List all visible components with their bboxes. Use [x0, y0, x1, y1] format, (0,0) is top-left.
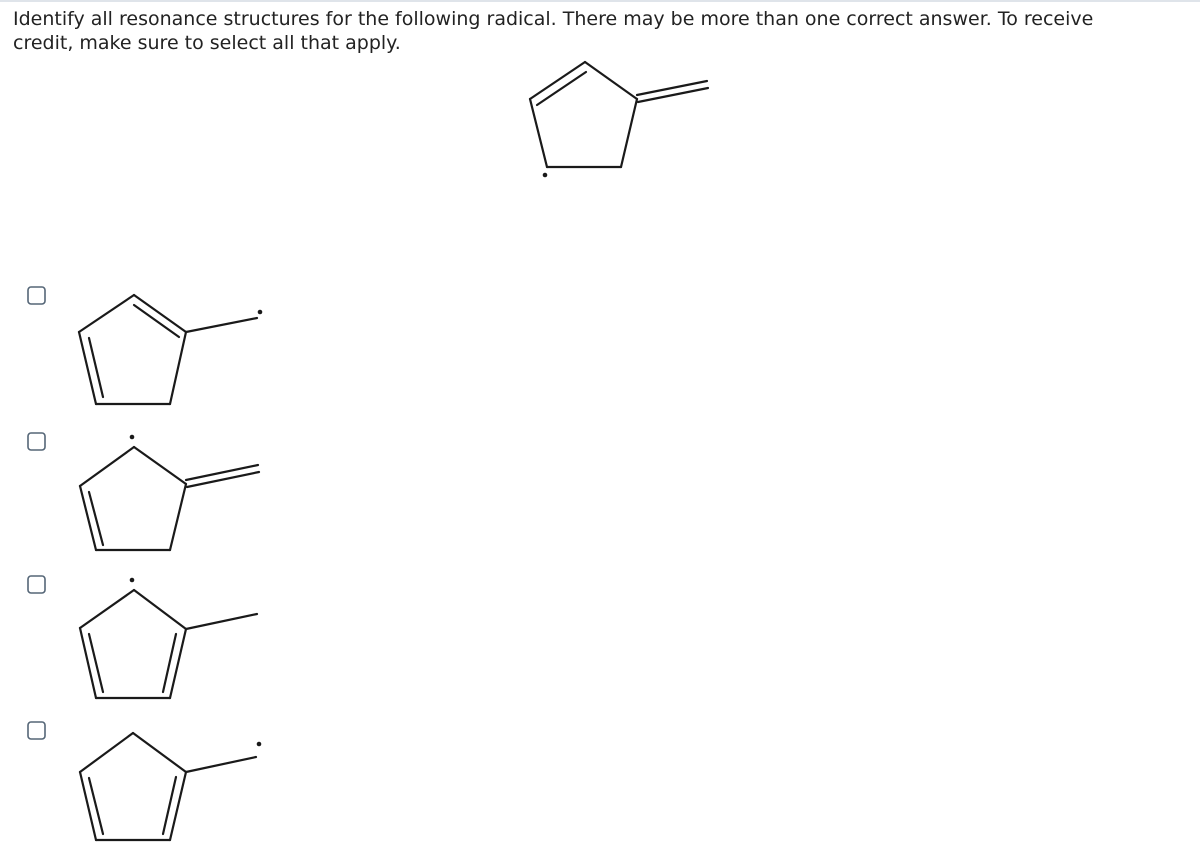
- option-4-checkbox[interactable]: [28, 722, 45, 739]
- bond: [170, 332, 186, 404]
- bond: [80, 590, 134, 628]
- option-2-structure: [80, 435, 259, 550]
- option-4-structure: [80, 733, 261, 840]
- bond-double-inner: [187, 472, 259, 487]
- bond: [79, 295, 134, 332]
- bond: [133, 733, 186, 772]
- bond: [80, 733, 133, 772]
- bond: [186, 757, 256, 772]
- bond-double-inner: [638, 88, 708, 102]
- radical-dot: [130, 435, 135, 440]
- question-text-line-2: credit, make sure to select all that apply.: [13, 32, 401, 54]
- given-radical-structure: [530, 62, 708, 177]
- bond-double-inner: [89, 338, 103, 397]
- radical-dot: [543, 173, 548, 178]
- bond: [186, 465, 258, 480]
- bond: [621, 99, 637, 167]
- bond: [134, 590, 186, 629]
- option-3-checkbox[interactable]: [28, 576, 45, 593]
- bond: [134, 447, 186, 484]
- bond: [170, 629, 186, 698]
- bond-double-inner: [89, 492, 103, 545]
- bond: [80, 628, 96, 698]
- bond: [134, 295, 186, 332]
- bond: [585, 62, 637, 99]
- bond: [530, 62, 585, 99]
- bond: [80, 447, 134, 486]
- bond: [186, 614, 257, 629]
- bond: [80, 486, 96, 550]
- bond: [79, 332, 96, 404]
- option-3-structure: [80, 578, 257, 698]
- bond: [170, 772, 186, 840]
- radical-dot: [257, 742, 262, 747]
- bond: [170, 484, 186, 550]
- bond-double-inner: [89, 778, 103, 834]
- bond: [637, 81, 707, 95]
- question-text-line-1: Identify all resonance structures for the following radical. There may be more than one correct answer. To receive: [13, 8, 1094, 30]
- bond: [186, 318, 257, 332]
- option-1-structure: [79, 295, 262, 404]
- option-2-checkbox[interactable]: [28, 433, 45, 450]
- bond-double-inner: [89, 634, 103, 692]
- radical-dot: [258, 310, 263, 315]
- radical-dot: [130, 578, 135, 583]
- bond: [530, 99, 547, 167]
- bond: [80, 772, 96, 840]
- option-1-checkbox[interactable]: [28, 287, 45, 304]
